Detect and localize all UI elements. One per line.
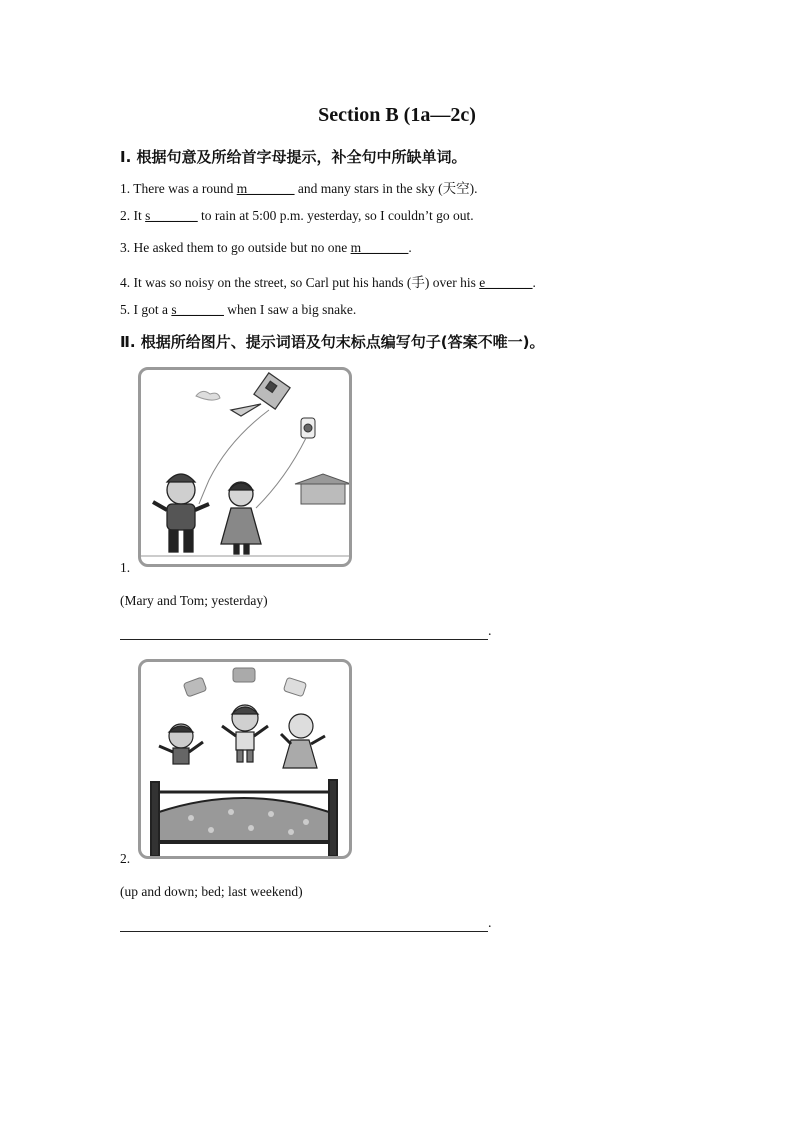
part2-heading: Ⅱ. 根据所给图片、提示词语及句末标点编写句子(答案不唯一)。 bbox=[120, 333, 545, 351]
item-2-number: 2. bbox=[120, 851, 131, 866]
question-2-blank[interactable]: s_______ bbox=[145, 208, 198, 223]
question-1-blank[interactable]: m_______ bbox=[236, 181, 295, 196]
question-5-blank[interactable]: s_______ bbox=[171, 302, 224, 317]
item-2-period: . bbox=[488, 916, 492, 931]
bed-jumping-picture bbox=[138, 659, 352, 859]
section-title: Section B (1a—2c) bbox=[318, 104, 476, 126]
question-2-text: 2. It bbox=[120, 208, 146, 223]
bed-jumping-illustration bbox=[141, 662, 349, 856]
part1-heading: Ⅰ. 根据句意及所给首字母提示，补全句中所缺单词。 bbox=[120, 148, 467, 166]
question-4-text: 4. It was so noisy on the street, so Carl put his hands (手) over his bbox=[120, 275, 480, 290]
question-1 bbox=[120, 177, 477, 197]
kite-illustration bbox=[141, 370, 349, 564]
question-5-text: 5. I got a bbox=[120, 302, 172, 317]
question-4-blank[interactable]: e_______ bbox=[479, 275, 533, 290]
question-1-text: 1. There was a round bbox=[120, 181, 237, 196]
question-5 bbox=[120, 302, 356, 318]
question-3-text: 3. He asked them to go outside but no one bbox=[120, 240, 351, 255]
question-4 bbox=[120, 271, 536, 291]
question-3 bbox=[120, 240, 412, 256]
question-3-blank[interactable]: m_______ bbox=[350, 240, 409, 255]
item-1-period: . bbox=[488, 624, 492, 639]
item-1-number: 1. bbox=[120, 560, 131, 575]
question-5-tail: when I saw a big snake. bbox=[223, 302, 357, 317]
question-2-tail: to rain at 5:00 p.m. yesterday, so I couldn’t go out. bbox=[197, 208, 474, 223]
item-1-hint: (Mary and Tom; yesterday) bbox=[120, 593, 268, 608]
item-2-answer-line[interactable] bbox=[120, 930, 488, 932]
question-1-tail: and many stars in the sky (天空). bbox=[294, 181, 478, 196]
item-1-answer-line[interactable] bbox=[120, 638, 488, 640]
item-2-hint: (up and down; bed; last weekend) bbox=[120, 884, 303, 899]
question-4-tail: . bbox=[532, 275, 536, 290]
question-3-tail: . bbox=[408, 240, 412, 255]
kite-picture bbox=[138, 367, 352, 567]
question-2 bbox=[120, 208, 474, 224]
